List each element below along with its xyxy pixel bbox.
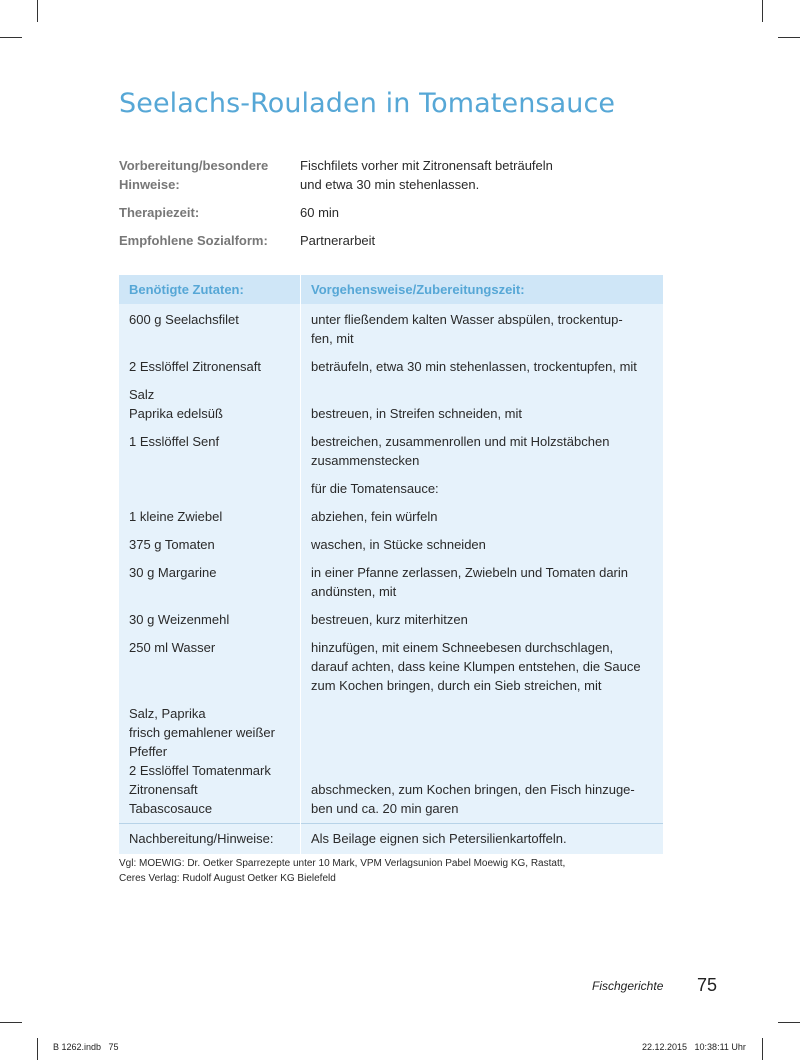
crop-mark — [0, 1022, 22, 1023]
ingredient-cell: 30 g Weizenmehl — [119, 606, 301, 634]
ingredient-cell — [119, 475, 301, 503]
table-row — [119, 381, 663, 428]
meta-label: Vorbereitung/besondere Hinweise: — [119, 158, 269, 192]
ingredient-cell: 1 kleine Zwiebel — [119, 503, 301, 531]
ingredient-cell: 600 g Seelachsfilet — [119, 304, 301, 353]
slug-file: B 1262.indb 75 — [53, 1042, 119, 1052]
ingredient-cell: 30 g Margarine — [119, 559, 301, 606]
meta-label: Empfohlene Sozialform: — [119, 233, 268, 248]
ingredient-cell: 2 Esslöffel Zitronensaft — [119, 353, 301, 381]
step-cell: bestreichen, zusammenrollen und mit Holzstäbchen zusammenstecken — [301, 428, 664, 475]
header-steps: Vorgehensweise/Zubereitungszeit: — [301, 275, 664, 304]
crop-mark — [0, 37, 22, 38]
slug-timestamp: 22.12.2015 10:38:11 Uhr — [642, 1042, 746, 1052]
step-cell: beträufeln, etwa 30 min stehenlassen, trockentupfen, mit — [301, 353, 664, 381]
step-cell: abziehen, fein würfeln — [301, 503, 664, 531]
step-cell: bestreuen, kurz miterhitzen — [301, 606, 664, 634]
footer-value: Als Beilage eignen sich Petersilienkartoffeln. — [301, 824, 664, 855]
crop-mark — [778, 1022, 800, 1023]
table-row — [119, 304, 663, 353]
header-ingredients: Benötigte Zutaten: — [119, 275, 301, 304]
page-title: Seelachs-Rouladen in Tomatensauce — [119, 88, 616, 119]
table-row — [119, 531, 663, 559]
meta-row-social-form — [119, 231, 679, 250]
crop-mark — [762, 1038, 763, 1060]
ingredient-cell: 375 g Tomaten — [119, 531, 301, 559]
meta-value: 60 min — [300, 205, 340, 220]
meta-value: Fischfilets vorher mit Zitronensaft beträufeln und etwa 30 min stehenlassen. — [300, 158, 553, 192]
meta-value: Partnerarbeit — [300, 233, 376, 248]
crop-mark — [37, 0, 38, 22]
table-header-row — [119, 275, 663, 304]
step-cell: in einer Pfanne zerlassen, Zwiebeln und Tomaten darin andünsten, mit — [301, 559, 664, 606]
table-row — [119, 503, 663, 531]
step-cell: abschmecken, zum Kochen bringen, den Fisch hinzuge- ben und ca. 20 min garen — [301, 700, 664, 824]
meta-row-therapy-time — [119, 203, 679, 222]
recipe-meta — [119, 156, 679, 259]
source-citation: Vgl: MOEWIG: Dr. Oetker Sparrezepte unter 10 Mark, VPM Verlagsunion Pabel Moewig KG, Rastatt, Ceres Verlag: Rudolf August Oetker KG Bielefeld — [119, 858, 566, 884]
step-cell: unter fließendem kalten Wasser abspülen, trockentup- fen, mit — [301, 304, 664, 353]
table-row — [119, 475, 663, 503]
table-row — [119, 606, 663, 634]
crop-mark — [778, 37, 800, 38]
step-cell: für die Tomatensauce: — [301, 475, 664, 503]
table-row — [119, 559, 663, 606]
table-row — [119, 634, 663, 700]
running-footer-section: Fischgerichte — [592, 979, 664, 993]
crop-mark — [37, 1038, 38, 1060]
recipe-table — [119, 275, 663, 854]
ingredient-cell: Salz, Paprika frisch gemahlener weißer Pfeffer 2 Esslöffel Tomatenmark Zitronensaft Tabascosauce — [119, 700, 301, 824]
table-row — [119, 428, 663, 475]
table-row — [119, 353, 663, 381]
table-row — [119, 700, 663, 824]
ingredient-cell: 250 ml Wasser — [119, 634, 301, 700]
footer-label: Nachbereitung/Hinweise: — [119, 824, 301, 855]
page-number: 75 — [697, 975, 718, 995]
step-cell: waschen, in Stücke schneiden — [301, 531, 664, 559]
crop-mark — [762, 0, 763, 22]
meta-row-preparation — [119, 156, 679, 194]
ingredient-cell: Salz Paprika edelsüß — [119, 381, 301, 428]
step-cell: bestreuen, in Streifen schneiden, mit — [301, 381, 664, 428]
step-cell: hinzufügen, mit einem Schneebesen durchschlagen, darauf achten, dass keine Klumpen entstehen, die Sauce zum Kochen bringen, durch ein Sieb streichen, mit — [301, 634, 664, 700]
table-footer-row — [119, 824, 663, 855]
meta-label: Therapiezeit: — [119, 205, 200, 220]
ingredient-cell: 1 Esslöffel Senf — [119, 428, 301, 475]
